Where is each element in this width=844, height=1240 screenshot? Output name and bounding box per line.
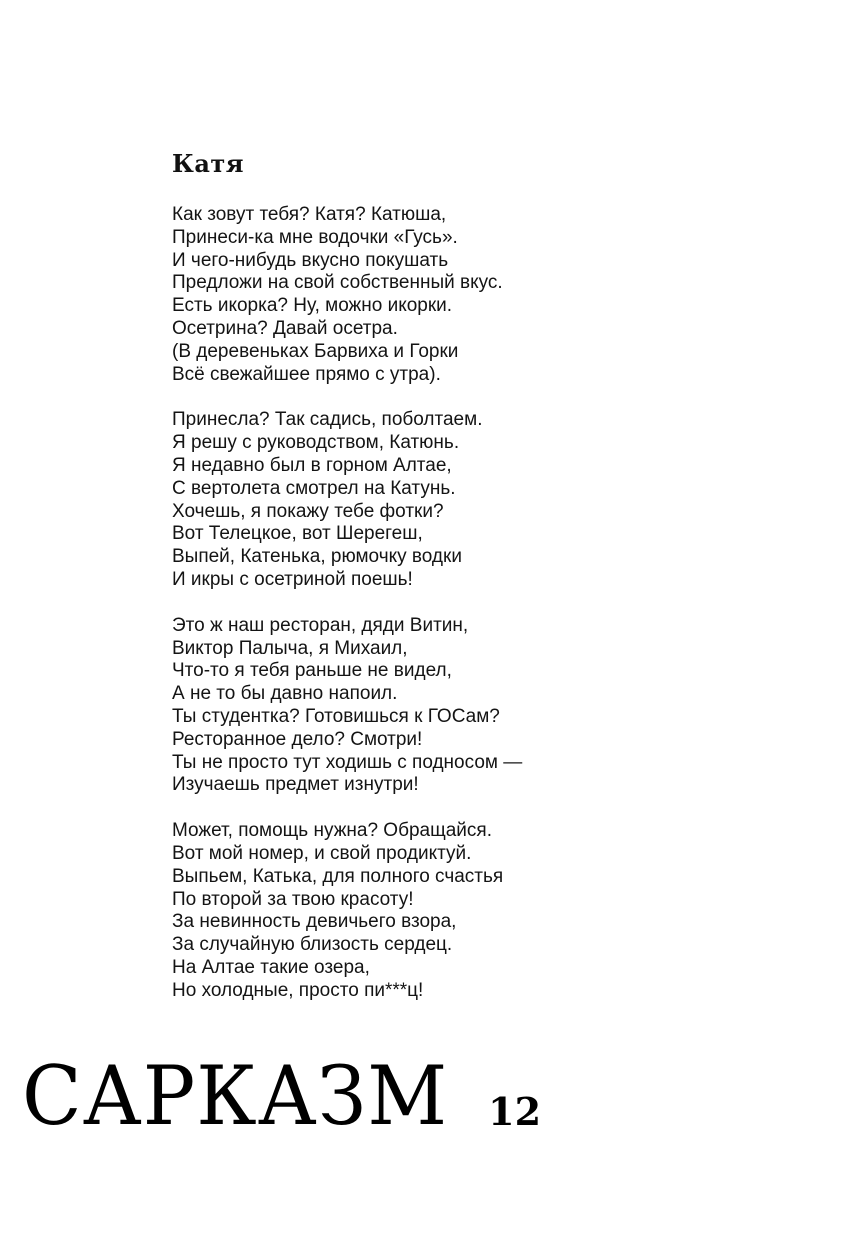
poem-line: Я решу с руководством, Катюнь. [172,432,460,454]
poem-line: Я недавно был в горном Алтае, [172,454,452,476]
poem-line: Выпьем, Катька, для полного счастья [172,865,504,887]
poem-line: Вот мой номер, и свой продиктуй. [172,842,472,864]
page-footer [22,1049,542,1144]
poem-line: Это ж наш ресторан, дяди Витин, [172,614,469,636]
poem-line: Осетрина? Давай осетра. [172,317,398,339]
poem-line: Принеси-ка мне водочки «Гусь». [172,226,458,248]
poem-line: Что-то я тебя раньше не видел, [172,660,452,682]
poem-line: Как зовут тебя? Катя? Катюша, [172,204,447,225]
stanza-1 [172,204,792,386]
poem-line: С вертолета смотрел на Катунь. [172,477,456,499]
poem-line: За невинность девичьего взора, [172,911,457,933]
poem-line: Виктор Палыча, я Михаил, [172,637,408,659]
poem-line: Есть икорка? Ну, можно икорки. [172,295,453,317]
poem-line: Но холодные, просто пи***ц! [172,979,424,1001]
stanza-4 [172,820,792,1002]
poem-line: Вот Телецкое, вот Шерегеш, [172,523,423,545]
stanza-2 [172,409,792,591]
poem-line: Хочешь, я покажу тебе фотки? [172,500,444,522]
poem-line: Ты студентка? Готовишься к ГОСам? [172,705,500,727]
poem-line: Выпей, Катенька, рюмочку водки [172,546,462,568]
poem-line: За случайную близость сердец. [172,934,453,956]
stanza-3 [172,615,792,797]
page-number: 12 [488,1089,542,1134]
poem-line: Ресторанное дело? Смотри! [172,728,423,750]
poem-line: На Алтае такие озера, [172,956,370,978]
magazine-title: САРКАЗМ [22,1049,449,1144]
poem-line: Всё свежайшее прямо с утра). [172,363,441,385]
poem-line: Предложи на свой собственный вкус. [172,272,503,294]
poem-title: Катя [172,149,244,178]
poem-line: Изучаешь предмет изнутри! [172,774,419,796]
poem-line: Ты не просто тут ходишь с подносом — [172,751,523,773]
poem-line: А не то бы давно напоил. [172,683,398,705]
poem-body [172,204,792,1026]
poem-line: Может, помощь нужна? Обращайся. [172,820,492,842]
poem-line: Принесла? Так садись, поболтаем. [172,409,483,431]
poem-line: По второй за твою красоту! [172,888,414,910]
poem-line: И чего-нибудь вкусно покушать [172,249,449,271]
poem-line: (В деревеньках Барвиха и Горки [172,340,459,362]
poem-line: И икры с осетриной поешь! [172,568,413,590]
